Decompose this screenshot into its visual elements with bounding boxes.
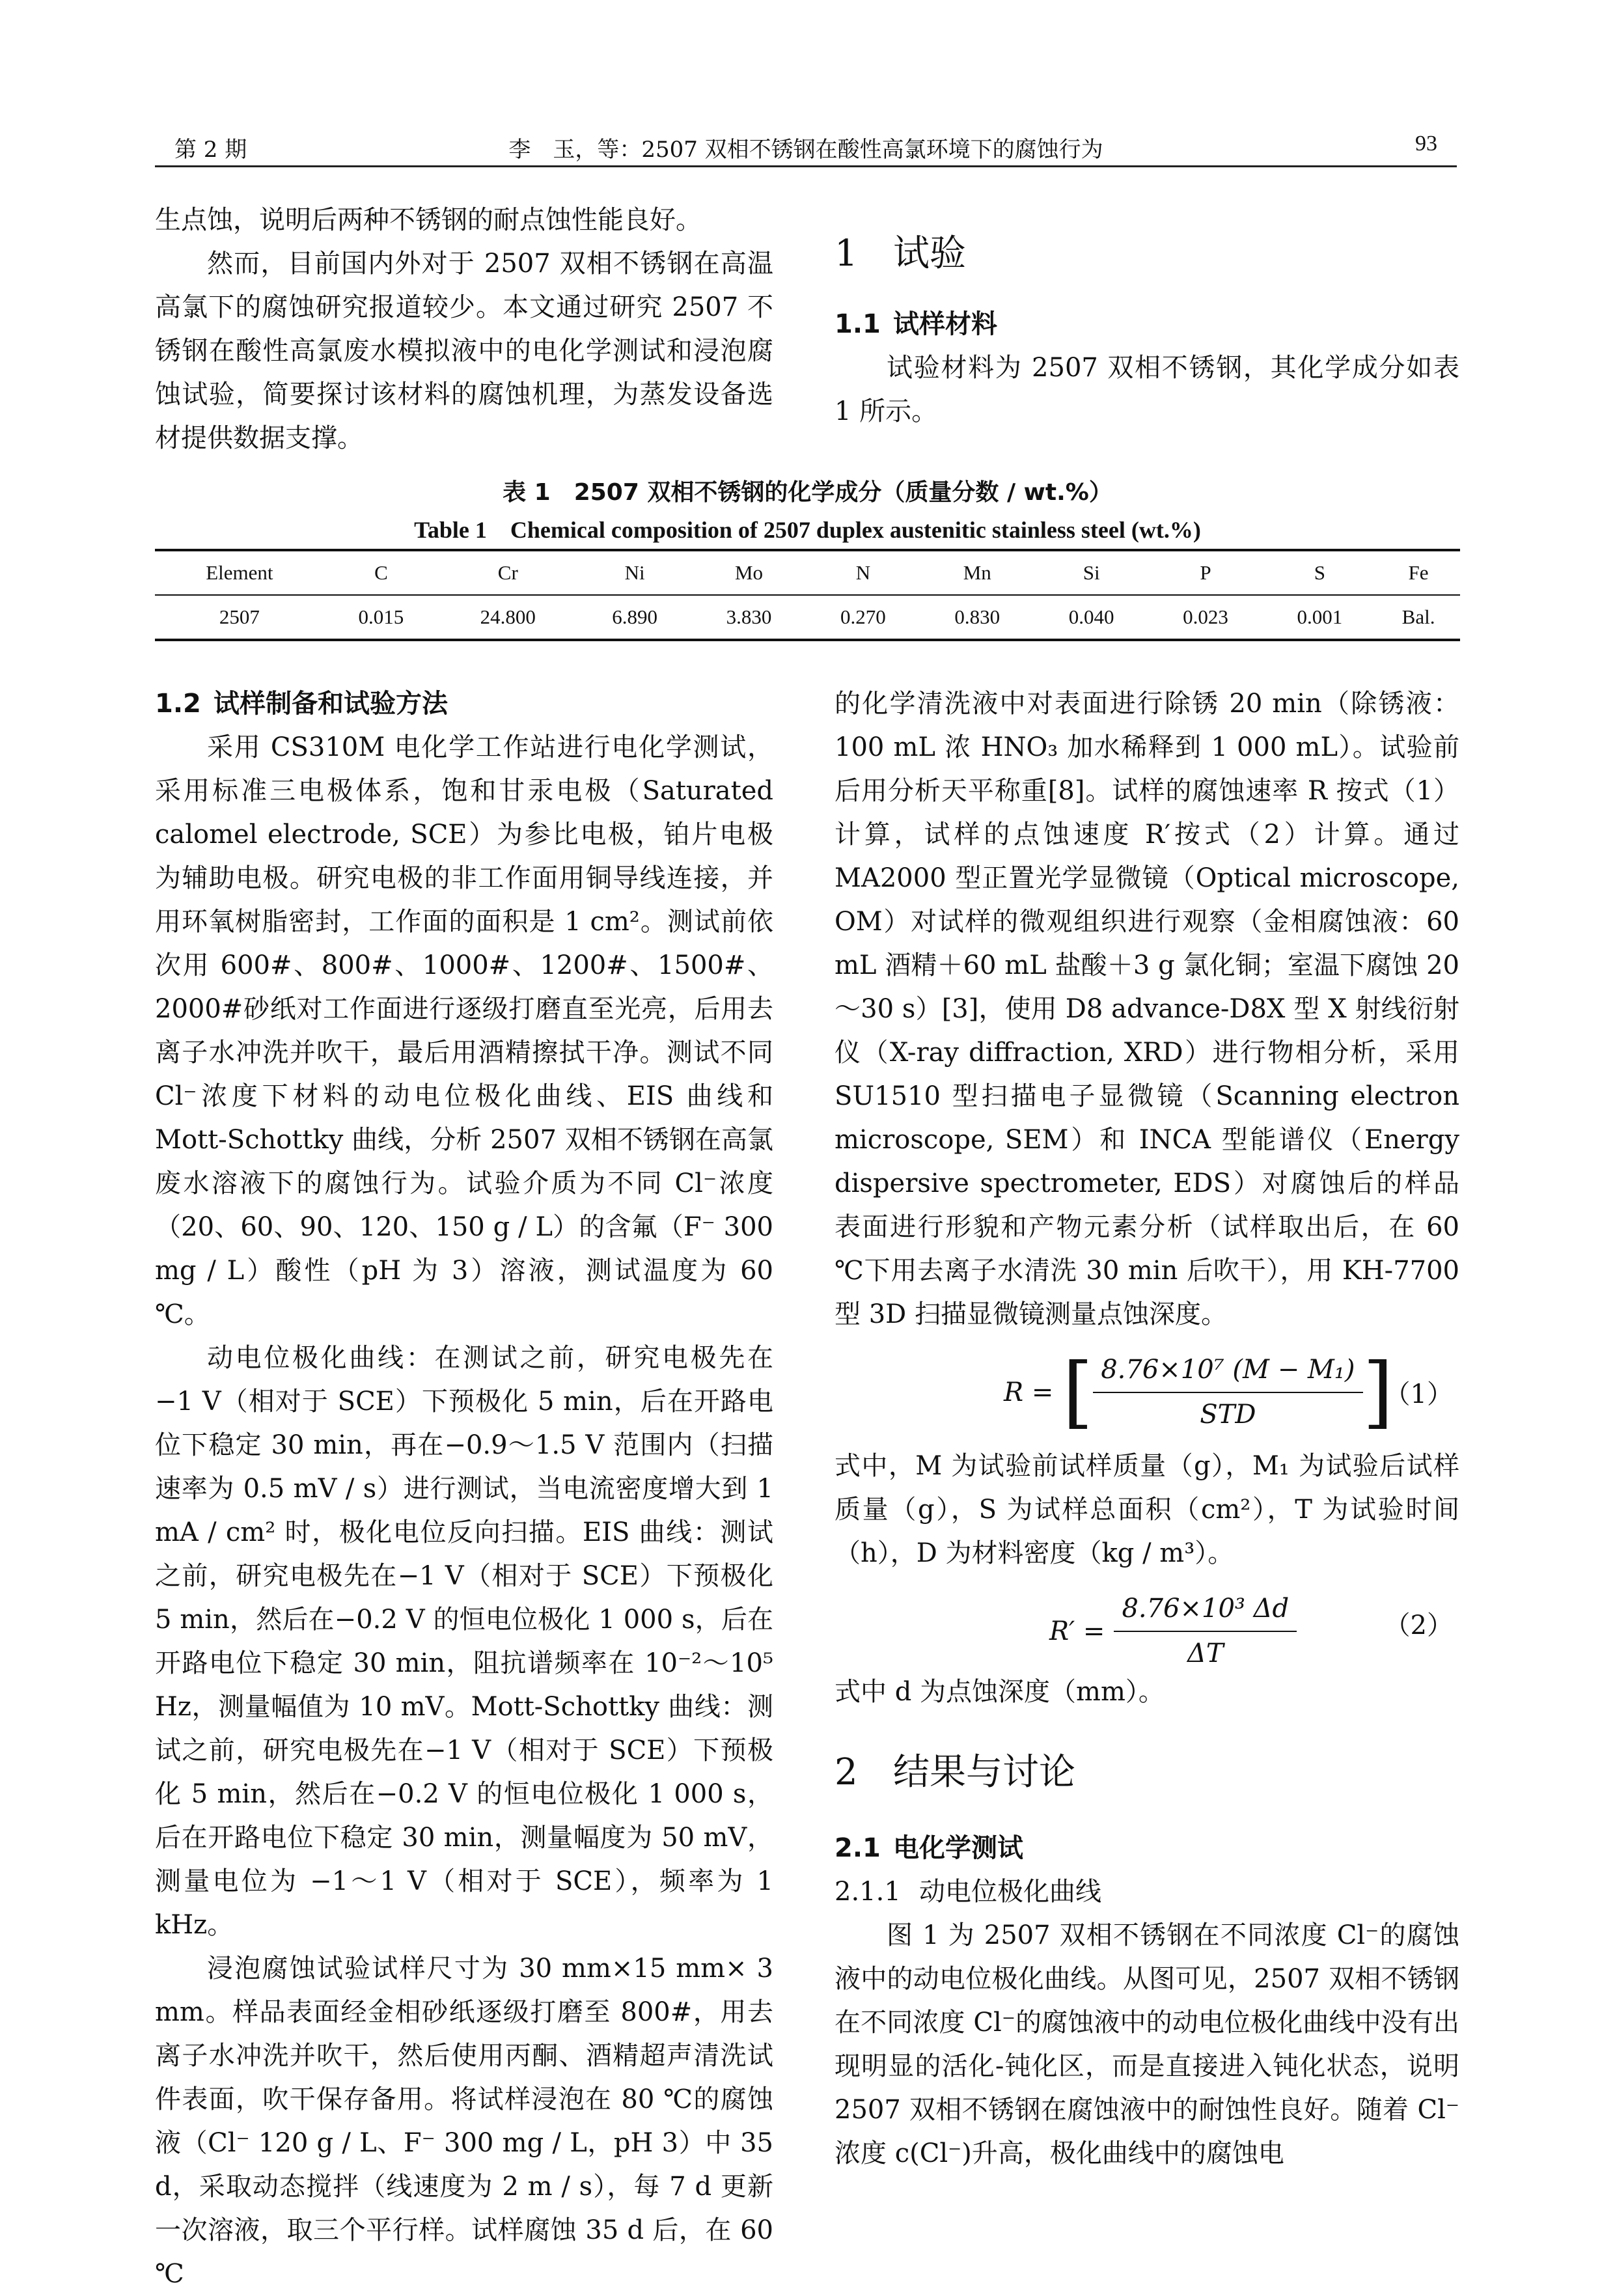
equation-2 (835, 1581, 1459, 1668)
section-title: 结果与讨论 (893, 1751, 1075, 1793)
table-header-cell: Element (206, 561, 273, 584)
section-heading (835, 1750, 1459, 1795)
right-column-main (835, 682, 1459, 2176)
table-header-cell: Mo (734, 561, 764, 584)
subsection-number: 1.2 (155, 689, 201, 719)
paragraph: 图 1 为 2507 双相不锈钢在不同浓度 Cl⁻的腐蚀液中的动电位极化曲线。从图可见，2507 双相不锈钢在不同浓度 Cl⁻的腐蚀液中的动电位极化曲线中没有出现明显的活化-钝化区，而是直接进入钝化状态，说明 2507 双相不锈钢在腐蚀液中的耐蚀性良好。随着 Cl⁻浓度 c(Cl⁻)升高，极化曲线中的腐蚀电 (835, 1920, 1459, 2168)
section-heading (835, 231, 1459, 277)
table-cell: 0.001 (1297, 605, 1343, 628)
table-cell: Bal. (1401, 605, 1435, 628)
subsection-title: 电化学测试 (893, 1833, 1023, 1863)
table-header-cell: Ni (624, 561, 645, 584)
composition-table (155, 549, 1460, 641)
fraction (1093, 1348, 1362, 1437)
section-number: 1 (835, 232, 858, 275)
subsection-number: 1.1 (835, 309, 881, 339)
running-title: 李 玉，等：2507 双相不锈钢在酸性高氯环境下的腐蚀行为 (508, 137, 1103, 163)
table-row (155, 595, 1460, 640)
numerator: 8.76×10³ Δd (1122, 1594, 1290, 1624)
table-header-cell: Fe (1408, 561, 1429, 584)
subsection-heading (155, 682, 773, 726)
numerator: 8.76×10⁷ (M − M₁) (1101, 1355, 1355, 1385)
paragraph: 然而，目前国内外对于 2507 双相不锈钢在高温高氯下的腐蚀研究报道较少。本文通过研究 2507 不锈钢在酸性高氯废水模拟液中的电化学测试和浸泡腐蚀试验，简要探讨该材料的腐蚀机理，为蒸发设备选材提供数据支撑。 (155, 249, 773, 453)
section-title: 试验 (893, 232, 966, 275)
subsection-number: 2.1 (835, 1833, 881, 1863)
denominator: STD (1093, 1392, 1362, 1437)
subsection-title: 试样材料 (893, 309, 997, 339)
page-number: 93 (1415, 131, 1437, 156)
table-caption-cn: 表 1 2507 双相不锈钢的化学成分（质量分数 / wt.%） (503, 479, 1112, 506)
table-header-cell: C (374, 561, 388, 584)
table-header-row (155, 550, 1460, 595)
right-column-top (835, 199, 1459, 434)
subsubsection-number: 2.1.1 (835, 1877, 901, 1907)
issue-label: 第 2 期 (174, 137, 247, 163)
left-column-main (155, 682, 773, 2296)
equation-lhs: R′ = (1049, 1616, 1105, 1646)
paragraph: 采用 CS310M 电化学工作站进行电化学测试，采用标准三电极体系，饱和甘汞电极（Saturated calomel electrode, SCE）为参比电极，铂片电极为辅助电极。研究电极的非工作面用铜导线连接，并用环氧树脂密封，工作面的面积是 1 cm²。测试前依次用 600#、800#、1000#、1200#、1500#、2000#砂纸对工作面进行逐级打磨直至光亮，后用去离子水冲洗并吹干，最后用酒精擦拭干净。测试不同 Cl⁻浓度下材料的动电位极化曲线、EIS 曲线和 Mott-Schottky 曲线，分析 2507 双相不锈钢在高氯废水溶液下的腐蚀行为。试验介质为不同 Cl⁻浓度（20、60、90、120、150 g / L）的含氟（F⁻ 300 mg / L）酸性（pH 为 3）溶液，测试温度为 60 ℃。 (155, 732, 773, 1329)
table-header-cell: S (1314, 561, 1326, 584)
equation-number: （2） (1384, 1611, 1453, 1640)
left-column-top (155, 199, 773, 460)
subsection-heading (835, 303, 1459, 346)
table-header-cell: N (855, 561, 871, 584)
subsection-heading (835, 1827, 1459, 1870)
table-cell: 0.015 (358, 605, 404, 628)
section-number: 2 (835, 1751, 858, 1793)
running-header (155, 124, 1457, 167)
table-caption-en: Table 1 Chemical composition of 2507 duplex austenitic stainless steel (wt.%) (414, 517, 1201, 543)
left-bracket: [ (1062, 1347, 1094, 1437)
table-cell: 2507 (219, 605, 260, 628)
subsubsection-title: 动电位极化曲线 (919, 1877, 1101, 1907)
paragraph: 生点蚀，说明后两种不锈钢的耐点蚀性能良好。 (155, 205, 702, 235)
table-cell: 24.800 (480, 605, 536, 628)
table-cell: 6.890 (612, 605, 658, 628)
fraction (1114, 1587, 1297, 1676)
paragraph: 动电位极化曲线：在测试之前，研究电极先在 −1 V（相对于 SCE）下预极化 5 min，后在开路电位下稳定 30 min，再在−0.9～1.5 V 范围内（扫描速率为 0.5 mV / s）进行测试，当电流密度增大到 1 mA / cm² 时，极化电位反向扫描。EIS 曲线：测试之前，研究电极先在−1 V（相对于 SCE）下预极化 5 min，然后在−0.2 V 的恒电位极化 1 000 s，后在开路电位下稳定 30 min，阻抗谱频率在 10⁻²～10⁵ Hz，测量幅值为 10 mV。Mott-Schottky 曲线：测试之前，研究电极先在−1 V（相对于 SCE）下预极化 5 min，然后在−0.2 V 的恒电位极化 1 000 s，后在开路电位下稳定 30 min，测量幅度为 50 mV，测量电位为 −1～1 V（相对于 SCE），频率为 1 kHz。 (155, 1343, 773, 1940)
subsection-title: 试样制备和试验方法 (214, 689, 448, 719)
table-cell: 0.040 (1068, 605, 1114, 628)
table-cell: 3.830 (726, 605, 772, 628)
table-header-cell: Cr (497, 561, 518, 584)
denominator: ΔT (1114, 1631, 1297, 1676)
equation-number: （1） (1384, 1379, 1453, 1409)
table-cell: 0.270 (840, 605, 886, 628)
paragraph: 的化学清洗液中对表面进行除锈 20 min（除锈液：100 mL 浓 HNO₃ 加水稀释到 1 000 mL）。试验前后用分析天平称重[8]。试样的腐蚀速率 R 按式（1）计算，试样的点蚀速度 R′按式（2）计算。通过 MA2000 型正置光学显微镜（Optical microscope, OM）对试样的微观组织进行观察（金相腐蚀液：60 mL 酒精＋60 mL 盐酸＋3 g 氯化铜；室温下腐蚀 20～30 s）[3]，使用 D8 advance-D8X 型 X 射线衍射仪（X-ray diffraction, XRD）进行物相分析，采用 SU1510 型扫描电子显微镜（Scanning electron microscope, SEM）和 INCA 型能谱仪（Energy dispersive spectrometer, EDS）对腐蚀后的样品表面进行形貌和产物元素分析（试样取出后，在 60 ℃下用去离子水清洗 30 min 后吹干），用 KH-7700 型 3D 扫描显微镜测量点蚀深度。 (835, 689, 1459, 1329)
table-header-cell: Mn (963, 561, 991, 584)
paragraph: 浸泡腐蚀试验试样尺寸为 30 mm×15 mm× 3 mm。样品表面经金相砂纸逐级打磨至 800#，用去离子水冲洗并吹干，然后使用丙酮、酒精超声清洗试件表面，吹干保存备用。将试样浸泡在 80 ℃的腐蚀液（Cl⁻ 120 g / L、F⁻ 300 mg / L，pH 3）中 35 d，采取动态搅拌（线速度为 2 m / s），每 7 d 更新一次溶液，取三个平行样。试样腐蚀 35 d 后，在 60 ℃ (155, 1954, 773, 2289)
table-header-cell: Si (1083, 561, 1100, 584)
paragraph: 试验材料为 2507 双相不锈钢，其化学成分如表 1 所示。 (835, 353, 1459, 426)
table-header-cell: P (1200, 561, 1211, 584)
paragraph: 式中 d 为点蚀深度（mm）。 (835, 1677, 1165, 1707)
equation-1 (835, 1342, 1459, 1439)
right-bracket: ] (1362, 1347, 1394, 1437)
table-cell: 0.023 (1183, 605, 1228, 628)
paragraph: 式中，M 为试验前试样质量（g），M₁ 为试验后试样质量（g），S 为试样总面积（cm²），T 为试验时间（h），D 为材料密度（kg / m³）。 (835, 1451, 1459, 1568)
subsubsection-heading (835, 1870, 1459, 1914)
equation-lhs: R = (1004, 1377, 1054, 1407)
table-cell: 0.830 (954, 605, 1001, 628)
